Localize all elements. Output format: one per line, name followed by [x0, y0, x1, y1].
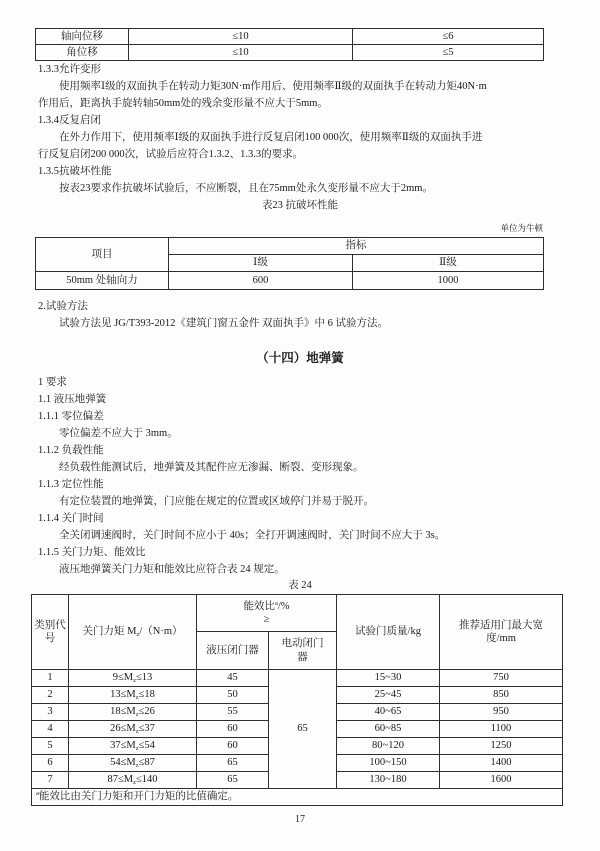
cell-torque [69, 704, 197, 721]
header-efficiency [197, 595, 337, 632]
paragraph-line: 在外力作用下，使用频率Ⅰ级的双面执手进行反复启闭100 000次，使用频率Ⅱ级的双面执手进 [59, 132, 483, 143]
header-grade1: Ⅰ级 [169, 255, 353, 272]
cell-torque [69, 755, 197, 772]
efficiency-label: 能效比 [243, 601, 275, 612]
table23-caption: 表23 抗破坏性能 [261, 200, 339, 211]
table-row [36, 238, 544, 255]
gte-symbol: ≥ [263, 614, 270, 625]
cell-item: 角位移 [36, 45, 129, 61]
paragraph-line: 全关闭调速阀时，关门时间不应小于 40s；全打开调速阀时，关门时间不应大于 3s。 [59, 530, 446, 541]
cell-hydraulic: 60 [197, 738, 269, 755]
header-index: 指标 [169, 238, 544, 255]
paragraph-line: 作用后，距离执手旋转轴50mm处的残余变形量不应大于5mm。 [38, 98, 328, 109]
torque-text: ≤54 [138, 740, 155, 752]
paragraph-line: 行反复启闭200 000次，试验后应符合1.3.2、1.3.3的要求。 [38, 149, 304, 160]
cell-width: 750 [440, 670, 563, 687]
cell-mass: 100~150 [337, 755, 440, 772]
cell-grade1: ≤10 [129, 45, 353, 61]
header-item: 项目 [36, 238, 169, 272]
table23 [35, 237, 544, 290]
paragraph-line: 按表23要求作抗破坏试验后，不应断裂，且在75mm处永久变形量不应大于2mm。 [59, 183, 433, 194]
paragraph-line: 试验方法见 JG/T393-2012《建筑门窗五金件 双面执手》中 6 试验方法。 [59, 318, 388, 329]
cell-grade1: ≤10 [129, 29, 353, 45]
cell-code: 1 [32, 670, 69, 687]
cell-item: 轴向位移 [36, 29, 129, 45]
torque-text: ≤87 [138, 757, 155, 769]
torque-subscript: z [135, 745, 139, 753]
torque-text: ≤13 [135, 672, 153, 684]
table-row [36, 272, 544, 290]
cell-mass: 25~45 [337, 687, 440, 704]
table-row [32, 595, 563, 632]
efficiency-footnote-mark: a [274, 600, 278, 607]
torque-subscript: z [135, 694, 139, 702]
header-grade2: Ⅱ级 [353, 255, 544, 272]
cell-code: 3 [32, 704, 69, 721]
cell-torque [69, 687, 197, 704]
handle-clauses [38, 61, 565, 197]
table-row [36, 29, 544, 45]
cell-code: 4 [32, 721, 69, 738]
clause-heading: 1.1.3 定位性能 [38, 479, 104, 490]
cell-grade2-value: 1000 [353, 272, 544, 290]
cell-hydraulic: 65 [197, 772, 269, 789]
efficiency-unit: /% [277, 601, 290, 612]
header-mass: 试验门质量/kg [337, 595, 440, 670]
header-door-width: 推荐适用门最大宽度/mm [440, 595, 563, 670]
cell-mass: 80~120 [337, 738, 440, 755]
table24-caption: 表 24 [288, 580, 312, 591]
footnote-text: 能效比由关门力矩和开门力矩的比值确定。 [38, 791, 239, 803]
cell-torque [69, 738, 197, 755]
displacement-table [35, 28, 544, 61]
torque-text: 26≤M [110, 723, 136, 735]
cell-mass: 130~180 [337, 772, 440, 789]
torque-text: ≤26 [138, 706, 155, 718]
torque-label: 关门力矩 M [82, 626, 137, 638]
cell-width: 850 [440, 687, 563, 704]
table23-unit-note: 单位为牛顿 [500, 223, 543, 233]
cell-code: 2 [32, 687, 69, 704]
torque-text: 37≤M [110, 740, 136, 752]
cell-hydraulic: 55 [197, 704, 269, 721]
torque-text: 13≤M [110, 689, 136, 701]
cell-width: 1600 [440, 772, 563, 789]
clause-heading: 1.3.3允许变形 [38, 64, 101, 75]
torque-text: 54≤M [110, 757, 136, 769]
cell-grade1-value: 600 [169, 272, 353, 290]
header-torque [69, 595, 197, 670]
cell-torque [69, 721, 197, 738]
clause-heading: 1.1.4 关门时间 [38, 513, 104, 524]
paragraph-line: 经负载性能测试后，地弹簧及其配件应无渗漏、断裂、变形现象。 [59, 462, 364, 473]
cell-code: 6 [32, 755, 69, 772]
torque-text: 87≤M [107, 774, 134, 786]
torque-subscript: z [135, 728, 139, 736]
test-method-clause [38, 298, 565, 332]
cell-code: 7 [32, 772, 69, 789]
torque-text: ≤37 [138, 723, 155, 735]
torque-subscript: z [135, 711, 139, 719]
header-hydraulic-closer: 液压闭门器 [197, 632, 269, 670]
cell-width: 1250 [440, 738, 563, 755]
paragraph-line: 零位偏差不应大于 3mm。 [59, 428, 178, 439]
cell-torque [69, 772, 197, 789]
cell-grade2: ≤6 [353, 29, 544, 45]
table-row [32, 670, 563, 687]
cell-mass: 40~65 [337, 704, 440, 721]
clause-heading: 2.试验方法 [38, 301, 88, 312]
cell-width: 950 [440, 704, 563, 721]
torque-subscript: z [133, 779, 136, 787]
cell-width: 1100 [440, 721, 563, 738]
cell-hydraulic: 65 [197, 755, 269, 772]
table-row [36, 45, 544, 61]
table-row [32, 789, 563, 806]
page-number: 17 [295, 814, 305, 825]
header-electric-closer: 电动闭门器 [269, 632, 337, 670]
torque-subscript: z [133, 677, 136, 685]
paragraph-line: 液压地弹簧关门力矩和能效比应符合表 24 规定。 [59, 564, 285, 575]
clause-heading: 1.1.2 负载性能 [38, 445, 104, 456]
paragraph-line: 使用频率Ⅰ级的双面执手在转动力矩30N·m作用后、使用频率Ⅱ级的双面执手在转动力矩40N·m [59, 81, 487, 92]
cell-electric-merged: 65 [269, 670, 337, 789]
torque-text: ≤18 [138, 689, 155, 701]
cell-code: 5 [32, 738, 69, 755]
footnote-mark: a [36, 790, 39, 798]
cell-grade2: ≤5 [353, 45, 544, 61]
torque-text: 18≤M [110, 706, 136, 718]
clause-heading: 1.3.4反复启闭 [38, 115, 101, 126]
cell-mass: 15~30 [337, 670, 440, 687]
paragraph-line: 有定位装置的地弹簧，门应能在规定的位置或区域停门并易于脱开。 [59, 496, 374, 507]
clause-heading: 1.1.1 零位偏差 [38, 411, 104, 422]
section-title: （十四）地弹簧 [256, 351, 344, 365]
cell-hydraulic: 50 [197, 687, 269, 704]
clause-heading: 1 要求 [38, 377, 67, 388]
torque-text: ≤140 [135, 774, 158, 786]
torque-unit: /（N·m） [139, 626, 183, 638]
table-footnote [32, 789, 563, 806]
cell-item: 50mm 处轴向力 [36, 272, 169, 290]
table24 [31, 594, 563, 806]
torque-subscript: z [136, 631, 140, 639]
clause-heading: 1.1 液压地弹簧 [38, 394, 107, 405]
cell-torque [69, 670, 197, 687]
clause-heading: 1.3.5抗破坏性能 [38, 166, 112, 177]
floor-spring-clauses [38, 374, 565, 578]
torque-text: 9≤M [112, 672, 134, 684]
cell-hydraulic: 45 [197, 670, 269, 687]
cell-width: 1400 [440, 755, 563, 772]
cell-hydraulic: 60 [197, 721, 269, 738]
clause-heading: 1.1.5 关门力矩、能效比 [38, 547, 146, 558]
torque-subscript: z [135, 762, 139, 770]
cell-mass: 60~85 [337, 721, 440, 738]
header-code: 类别代号 [32, 595, 69, 670]
